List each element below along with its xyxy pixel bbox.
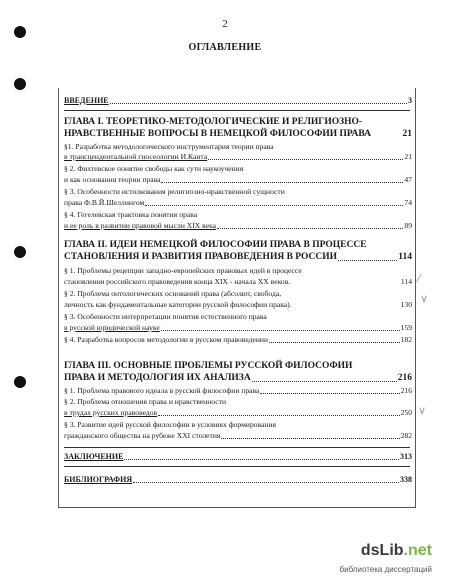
ch2-section1-line1[interactable]: § 1. Проблемы рецепции западно-европейских правовых идей в процессе xyxy=(64,266,302,275)
ch1-section4-line1[interactable]: § 4. Гегелевская трактовка понятия права xyxy=(64,210,198,219)
toc-intro[interactable] xyxy=(64,96,412,106)
punch-hole-icon xyxy=(14,78,26,90)
chapter1-page: 21 xyxy=(402,129,412,139)
ch1-section3-line1[interactable]: § 3. Особенности истолкования религиозно-нравственной сущности xyxy=(64,187,285,196)
toc-intro-page: 3 xyxy=(408,96,412,105)
punch-hole-icon xyxy=(14,246,26,258)
page-number: 2 xyxy=(222,18,228,30)
separator xyxy=(64,447,410,448)
separator xyxy=(64,110,410,111)
ch1-section2-line1[interactable]: § 2. Фихтевское понятие свободы как сути наукоучения xyxy=(64,164,244,173)
leader-dots xyxy=(110,103,407,104)
check-mark-icon: ∨ xyxy=(418,404,427,417)
ch2-section2-line1[interactable]: § 2. Проблема онтологических оснований права (абсолют, свобода, xyxy=(64,289,282,298)
ch1-section1-line2[interactable]: в трансцендентальной гносеологии И.Канта 21 xyxy=(64,152,412,161)
ch3-section1[interactable]: § 1. Проблема правового идеала в русской философии права 216 xyxy=(64,386,412,395)
ch3-section2-line2[interactable]: в трудах русских правоведов 250 xyxy=(64,408,412,417)
ch3-section3-line1[interactable]: § 3. Развитие идей русской философии в условиях формирования xyxy=(64,420,277,429)
chapter1-title-line1[interactable]: ГЛАВА I. ТЕОРЕТИКО-МЕТОДОЛОГИЧЕСКИЕ И РЕЛИГИОЗНО- xyxy=(64,117,363,127)
chapter2-title-line1[interactable]: ГЛАВА II. ИДЕИ НЕМЕЦКОЙ ФИЛОСОФИИ ПРАВА В ПРОЦЕССЕ xyxy=(64,240,367,250)
watermark-subtitle: библиотека диссертаций xyxy=(339,565,432,574)
ch1-section4-line2[interactable]: и ее роль в развитии правовой мысли XIX века 89 xyxy=(64,221,412,230)
ch3-section3-line2[interactable]: гражданского общества на рубеже XXI столетия 282 xyxy=(64,431,412,440)
ch2-section2-line2[interactable]: личность как фундаментальные категории русской философии права). 130 xyxy=(64,300,412,309)
toc-frame-bottom xyxy=(58,507,415,508)
chapter2-page: 114 xyxy=(398,252,412,262)
chapter1-title-line2[interactable]: НРАВСТВЕННЫЕ ВОПРОСЫ В НЕМЕЦКОЙ ФИЛОСОФИИ ПРАВА 21 xyxy=(64,129,412,139)
ch2-section3-line1[interactable]: § 3. Особенности интерпретации понятия естественного права xyxy=(64,312,267,321)
check-mark-icon: ∨ xyxy=(420,292,429,305)
ch1-section2-line2[interactable]: и как основания теории права 47 xyxy=(64,175,412,184)
watermark-logo: dsLib.net xyxy=(360,542,432,559)
page-title: ОГЛАВЛЕНИЕ xyxy=(188,42,262,53)
separator xyxy=(64,466,410,467)
ch2-section1-line2[interactable]: становления российского правоведения конца XIX - начала XX веков. 114 xyxy=(64,277,412,286)
toc-conclusion[interactable]: ЗАКЛЮЧЕНИЕ 313 xyxy=(64,452,412,461)
chapter3-title-line2[interactable]: ПРАВА И МЕТОДОЛОГИЯ ИХ АНАЛИЗА 216 xyxy=(64,373,412,383)
ch1-section3-line2[interactable]: права Ф.В.Й.Шеллингом 74 xyxy=(64,198,412,207)
chapter3-title-line1[interactable]: ГЛАВА III. ОСНОВНЫЕ ПРОБЛЕМЫ РУССКОЙ ФИЛОСОФИИ xyxy=(64,361,353,371)
ch2-section3-line2[interactable]: в русской юридической науке 159 xyxy=(64,323,412,332)
toc-intro-label: ВВЕДЕНИЕ xyxy=(64,96,109,105)
punch-hole-icon xyxy=(14,26,26,38)
toc-bibliography[interactable]: БИБЛИОГРАФИЯ 338 xyxy=(64,475,412,484)
ch3-section2-line1[interactable]: § 2. Проблема отношения права и нравственности xyxy=(64,397,227,406)
check-mark-icon: ⁄ xyxy=(418,272,420,285)
chapter2-title-line2[interactable]: СТАНОВЛЕНИЯ И РАЗВИТИЯ ПРАВОВЕДЕНИЯ В РОССИИ 114 xyxy=(64,252,412,262)
ch1-section1-line1[interactable]: §1. Разработка методологического инструментария теории права xyxy=(64,142,274,151)
chapter3-page: 216 xyxy=(397,373,412,383)
ch2-section4[interactable]: § 4. Разработка вопросов методологии в русском правоведении 182 xyxy=(64,335,412,344)
punch-hole-icon xyxy=(14,376,26,388)
